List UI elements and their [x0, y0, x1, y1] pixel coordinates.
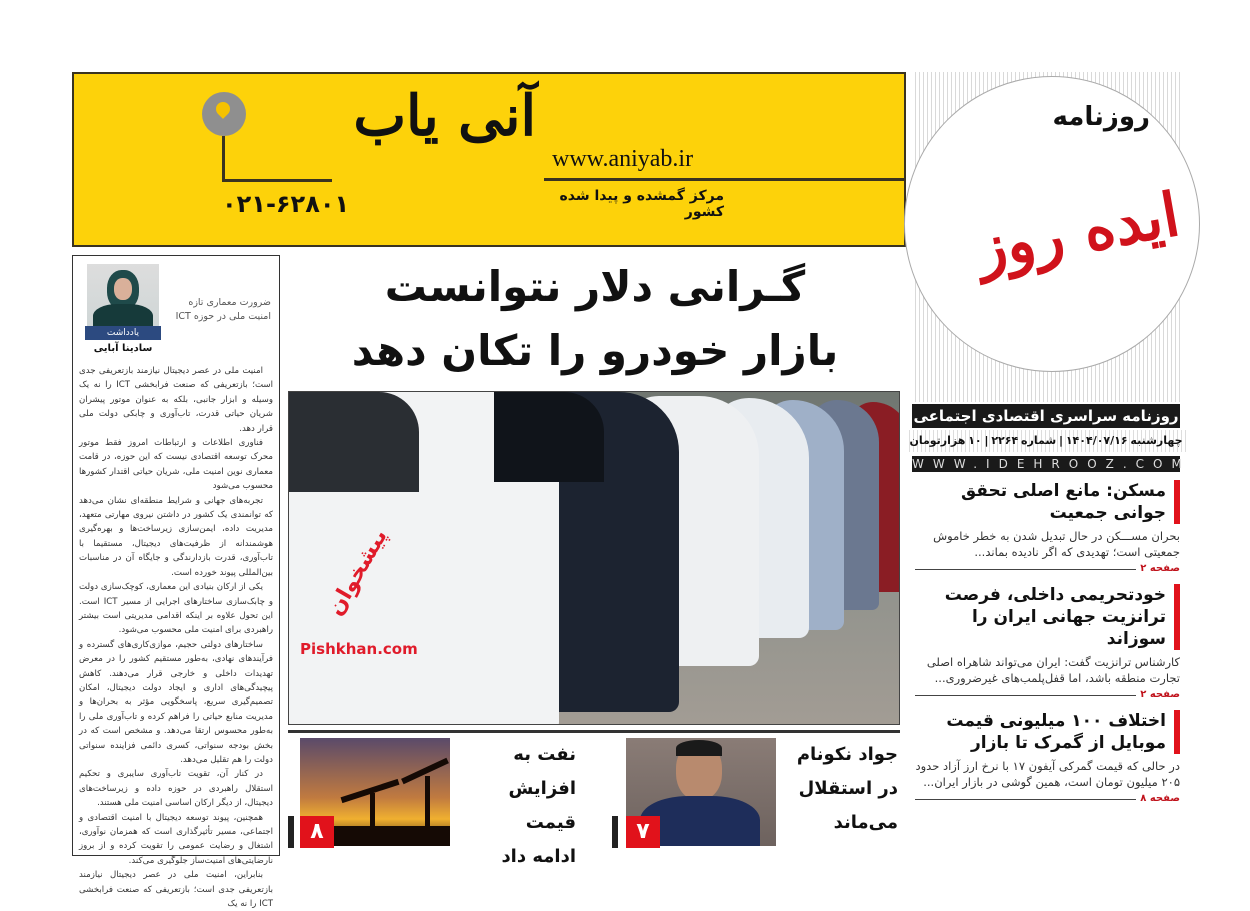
teaser-title-line: ادامه داد — [501, 846, 576, 867]
oped-paragraph: فناوری اطلاعات و ارتباطات امروز فقط موتور محرک توسعه اقتصادی نیست که این حوزه، در قامت معماری نوین امنیت ملی، شریان حیاتی اقتدار کشورها محسوب می‌شود — [79, 438, 273, 492]
divider — [288, 730, 900, 733]
side-story-title[interactable]: اختلاف ۱۰۰ میلیونی قیمت موبایل از گمرک تا بازار — [915, 710, 1180, 754]
ad-brand-logo: آنی یاب — [353, 83, 536, 149]
side-story-summary: کارشناس ترانزیت گفت: ایران می‌تواند شاهراه اصلی تجارت منطقه باشد، اما قفل‌پلمب‌های غیرضروری... — [926, 655, 1180, 685]
masthead — [912, 72, 1185, 402]
location-pin-icon — [202, 92, 246, 136]
page-number-badge: ۷ — [626, 816, 660, 848]
oped-paragraph: در کنار آن، تقویت تاب‌آوری سایبری و تحکیم استقلال راهبردی در حوزه داده و زیرساخت‌های دیجیتال، از دیگر ارکان اساسی امنیت ملی هستند. — [79, 769, 273, 809]
oped-body — [79, 364, 273, 911]
teaser-title-line: در استقلال — [798, 778, 898, 799]
teaser-title-line: نفت به — [513, 744, 576, 765]
divider — [544, 178, 904, 181]
divider — [222, 179, 332, 182]
oped-title: ضرورت معماری تازه امنیت ملی در حوزه ICT — [175, 297, 271, 322]
oped-paragraph: امنیت ملی در عصر دیجیتال نیازمند بازتعریفی جدی است؛ بازتعریفی که صنعت فرابخشی ICT را نه یک وسیله و ابزار جانبی، بلکه به عنوان موتور پیشران شریان حیاتی قدرت، تاب‌آوری و چابکی دولت ملی قرار دهد. — [79, 366, 273, 434]
teaser-title-line: جواد نکونام — [796, 744, 898, 765]
ad-url[interactable]: www.aniyab.ir — [552, 146, 694, 172]
headline-line: بازار خودرو را تکان دهد — [351, 326, 839, 375]
side-story-page: صفحه ۲ — [915, 688, 1180, 702]
newspaper-logo: ایده روز — [971, 179, 1185, 285]
main-headline[interactable] — [290, 255, 900, 383]
oped-column[interactable] — [72, 255, 280, 910]
aniyab-ad-banner[interactable] — [72, 72, 906, 247]
teaser-football[interactable] — [612, 738, 900, 848]
teaser-title-line: افزایش قیمت — [508, 778, 576, 833]
teaser-title-line: می‌ماند — [833, 812, 898, 833]
divider — [222, 136, 225, 182]
teaser-oil[interactable] — [288, 738, 588, 867]
watermark-site: Pishkhan.com — [300, 640, 418, 658]
masthead-prefix: روزنامه — [1052, 102, 1150, 132]
dateline: چهارشنبه ۱۴۰۴/۰۷/۱۶ | شماره ۲۲۶۴ | ۱۰ هزارتومان — [906, 430, 1186, 452]
side-story[interactable] — [915, 710, 1180, 806]
side-story-page: صفحه ۲ — [915, 562, 1180, 576]
side-story-summary: در حالی که قیمت گمرکی آیفون ۱۷ با نرخ ارز آزاد حدود ۲۰۵ میلیون تومان است، همین گوشی در بازار ایران... — [915, 759, 1180, 789]
oped-paragraph: بنابراین، امنیت ملی در عصر دیجیتال نیازمند بازتعریفی جدی است؛ بازتعریفی که صنعت فرابخشی ICT را نه یک — [79, 870, 273, 910]
ad-tagline: مرکز گمشده و پیدا شده کشور — [559, 188, 724, 220]
side-stories — [915, 480, 1180, 806]
oped-paragraph: یکی از ارکان بنیادی این معماری، کوچک‌سازی دولت و چابک‌سازی ساختارهای اجرایی از مسیر ICT است. این تحول علاوه بر اینکه اقدامی مدیریتی است بیشتر راهبردی برای امنیت ملی محسوب می‌شود. — [79, 582, 273, 636]
side-story-title[interactable]: خودتحریمی داخلی، فرصت ترانزیت جهانی ایران را سوزاند — [915, 584, 1180, 650]
oped-author: سادینا آبایی — [93, 343, 153, 354]
page-number-badge: ۸ — [300, 816, 334, 848]
watermark-logo: پیشخوان — [323, 524, 393, 621]
oped-label: یادداشت — [85, 326, 161, 340]
oped-paragraph: ساختارهای دولتی حجیم، موازی‌کاری‌های گسترده و فرآیندهای نهادی، به‌طور مستقیم کشور را در معرض تهدیدات داخلی و خارجی قرار می‌دهند. کاهش پیچیدگی‌های اداری و ایجاد دولت دیجیتال، امکان تصمیم‌گیری سریع، پاسخگویی مؤثر به بحران‌ها و مدیریت منابع حیاتی را فراهم کرده و تاب‌آوری ملی را به‌طور محسوس ارتقا می‌دهد. و مشخص است که در بخش بودجه سنواتی، کسری دائمی فزاینده سنواتی دولت را هم تقلیل می‌دهد. — [79, 639, 273, 765]
side-story[interactable] — [915, 480, 1180, 576]
website-url[interactable]: WWW.IDEHROOZ.COM — [912, 457, 1191, 471]
oped-paragraph: تجربه‌های جهانی و شرایط منطقه‌ای نشان می‌دهد که توانمندی یک کشور در داشتن نیروی مهارتی متعهد، مدیریت داده، ایمن‌سازی زیرساخت‌ها و بهره‌گیری هوشمندانه از ظرفیت‌های دیجیتال، مستقیما با تاب‌آوری، قدرت بازدارندگی و جایگاه آن در مناسبات بین‌المللی پیوند خورده است. — [79, 495, 273, 578]
side-story[interactable] — [915, 584, 1180, 702]
headline-line: گـرانی دلار نتوانست — [384, 262, 806, 311]
masthead-strap: روزنامه سراسری اقتصادی اجتماعی — [912, 404, 1180, 428]
author-photo — [87, 264, 159, 326]
side-story-summary: بحران مســـکن در حال تبدیل شدن به خطر خاموش جمعیتی است؛ تهدیدی که اگر نادیده بماند... — [933, 529, 1180, 559]
divider — [288, 816, 294, 848]
side-story-title[interactable]: مسکن: مانع اصلی تحقق جوانی جمعیت — [915, 480, 1180, 524]
divider — [612, 816, 618, 848]
ad-phone: ۰۲۱-۶۲۸۰۱ — [222, 190, 350, 218]
side-story-page: صفحه ۸ — [915, 792, 1180, 806]
oped-paragraph: همچنین، پیوند توسعه دیجیتال با امنیت اقتصادی و اجتماعی، مسیر تأثیرگذاری است که همزمان نوآوری، اشتغال و رضایت عمومی را تقویت کرده و از بروز نارضایتی‌های امنیت‌ساز جلوگیری می‌کند. — [79, 812, 273, 866]
